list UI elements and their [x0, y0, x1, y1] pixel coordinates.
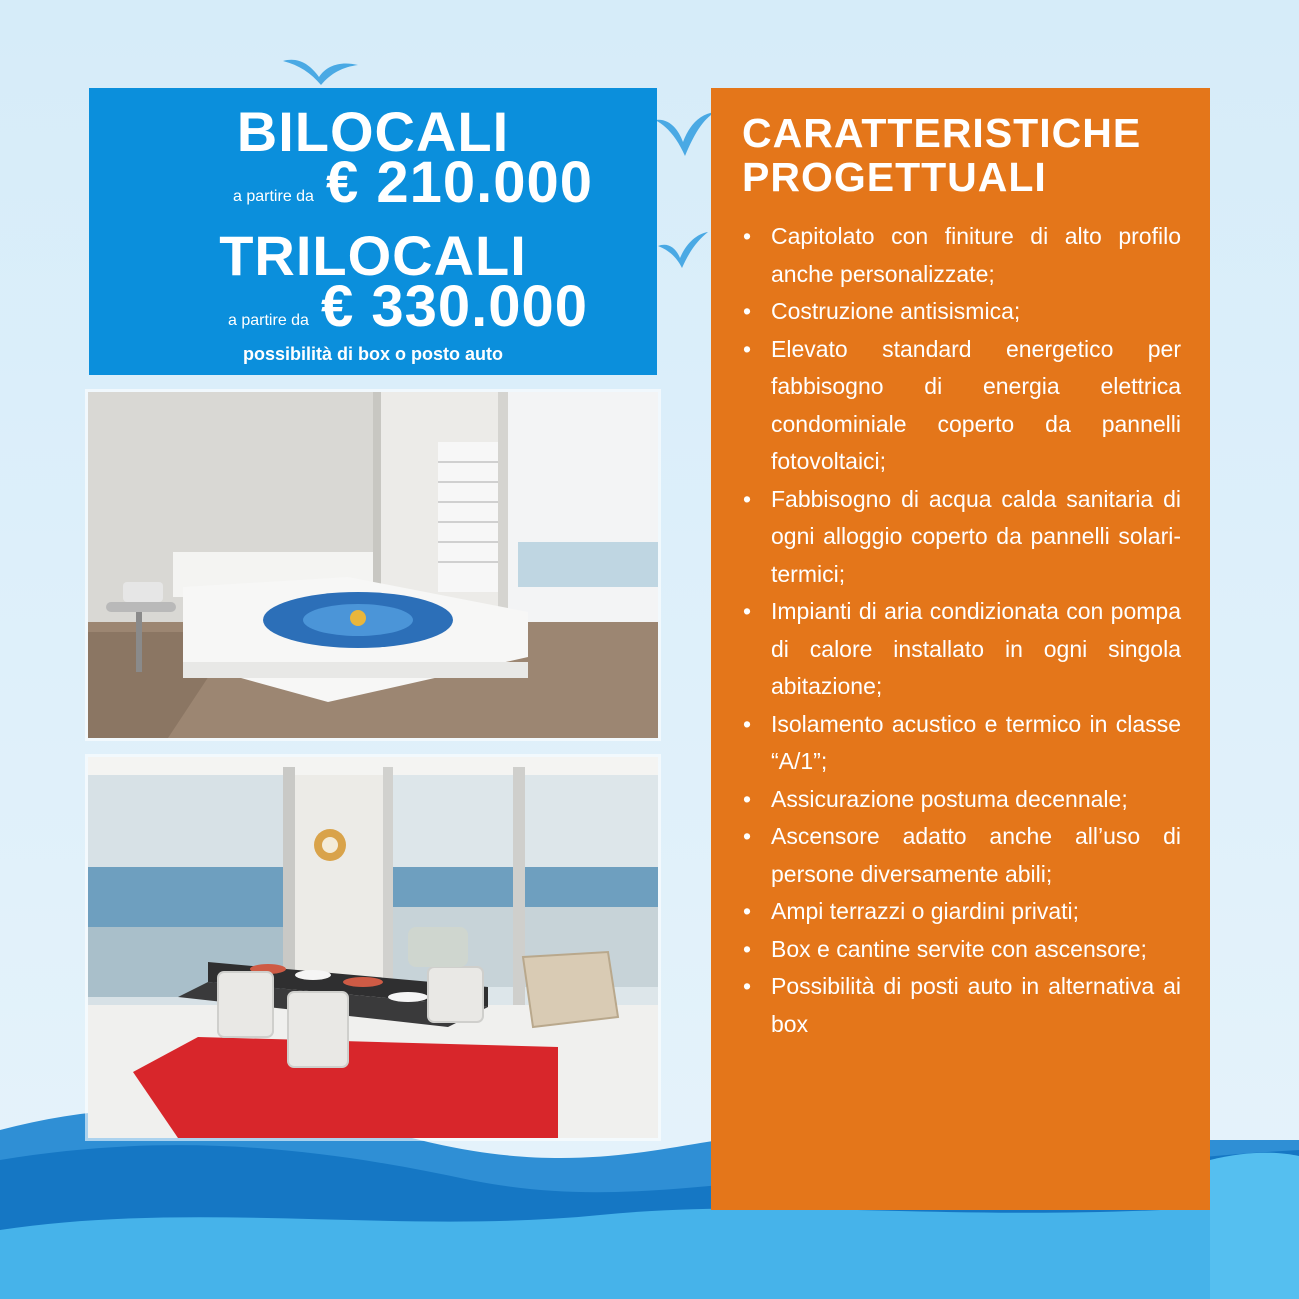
bedroom-photo [88, 392, 658, 738]
seagull-icon [655, 112, 715, 157]
features-title-line2: PROGETTUALI [742, 154, 1047, 200]
seagull-icon [658, 232, 708, 268]
features-list [741, 218, 1181, 1043]
category-trilocali: TRILOCALI [219, 224, 527, 287]
price-amount: € 330.000 [320, 274, 588, 339]
features-title [742, 111, 1202, 199]
features-box [711, 88, 1210, 1210]
price-row-bilocali [169, 150, 657, 215]
list-item: • Ascensore adatto anche all’uso di persone diversamente abili; [741, 818, 1181, 893]
list-item: • Isolamento acustico e termico in classe “A/1”; [741, 706, 1181, 781]
price-prefix: a partire da [233, 188, 314, 205]
list-item: • Assicurazione postuma decennale; [741, 781, 1181, 819]
list-item: • Capitolato con finiture di alto profilo anche personalizzate; [741, 218, 1181, 293]
list-item: • Possibilità di posti auto in alternativa ai box [741, 968, 1181, 1043]
list-item: • Costruzione antisismica; [741, 293, 1181, 331]
parking-note: possibilità di box o posto auto [243, 344, 503, 364]
list-item: • Fabbisogno di acqua calda sanitaria di ogni alloggio coperto da pannelli solari-termici; [741, 481, 1181, 594]
price-prefix: a partire da [228, 312, 309, 329]
seagull-icon [283, 55, 358, 87]
list-item: • Elevato standard energetico per fabbisogno di energia elettrica condominiale coperto da pannelli fotovoltaici; [741, 331, 1181, 481]
list-item: • Ampi terrazzi o giardini privati; [741, 893, 1181, 931]
dining-room-photo [88, 757, 658, 1138]
price-box [89, 88, 657, 375]
price-row-trilocali [159, 274, 657, 339]
list-item: • Impianti di aria condizionata con pompa di calore installato in ogni singola abitazione; [741, 593, 1181, 706]
price-amount: € 210.000 [325, 150, 593, 215]
list-item: • Box e cantine servite con ascensore; [741, 931, 1181, 969]
features-title-line1: CARATTERISTICHE [742, 110, 1142, 156]
category-bilocali: BILOCALI [236, 100, 510, 163]
